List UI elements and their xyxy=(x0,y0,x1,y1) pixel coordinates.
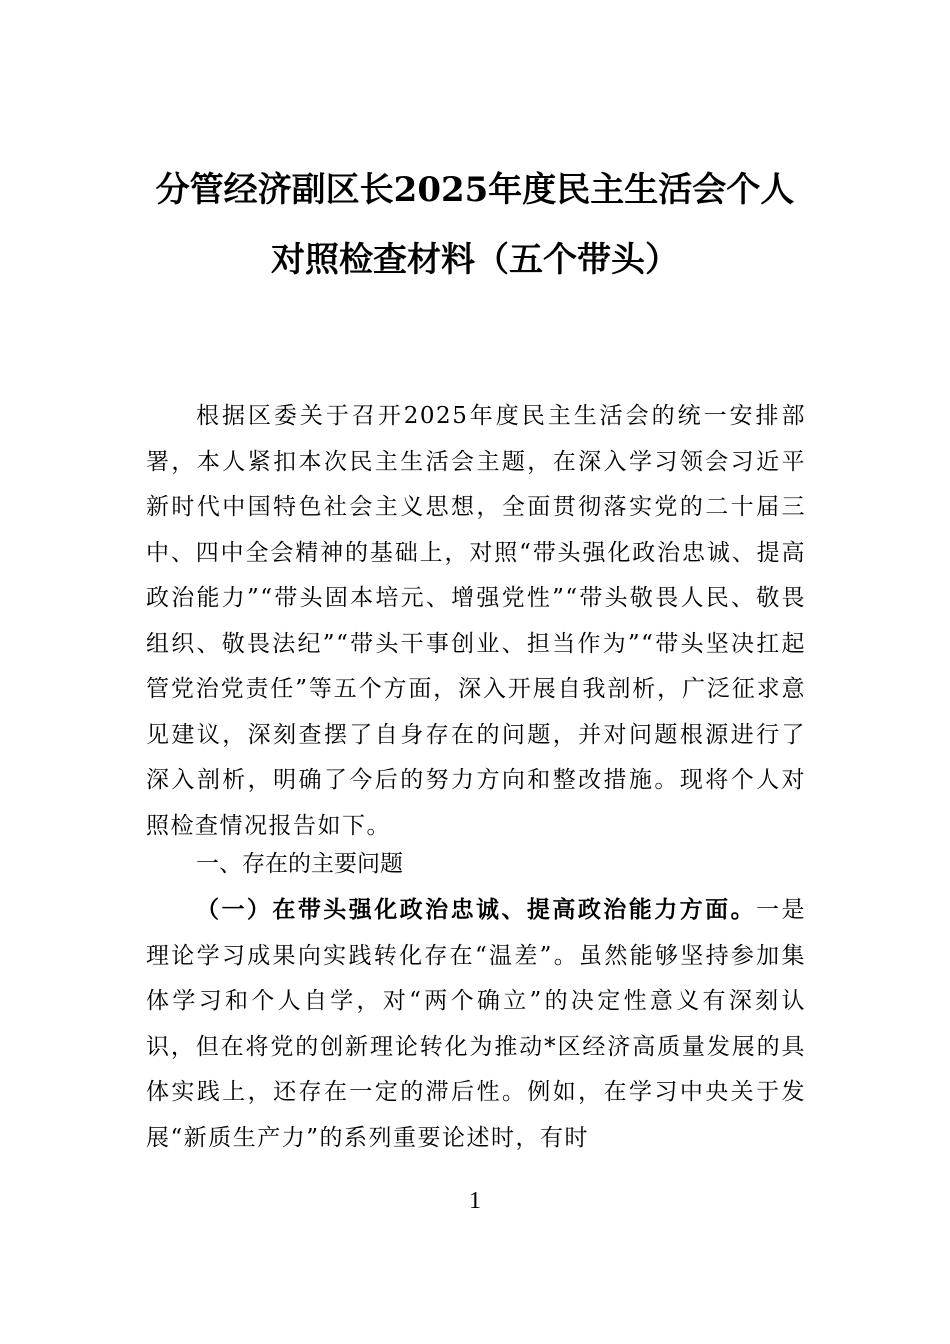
section-heading-1: 一、存在的主要问题 xyxy=(196,851,403,877)
document-title-line-1: 分管经济副区长2025年度民主生活会个人 xyxy=(155,170,795,210)
intro-paragraph: 根据区委关于召开2025年度民主生活会的统一安排部署，本人紧扣本次民主生活会主题，在深入学习领会习近平新时代中国特色社会主义思想，全面贯彻落实党的二十届三中、四中全会精神的基础上，对照“带头强化政治忠诚、提高政治能力”“带头固本培元、增强党性”“带头敬畏人民、敬畏组织、敬畏法纪”“带头干事创业、担当作为”“带头坚决扛起管党治党责任”等五个方面，深入开展自我剖析，广泛征求意见建议，深刻查摆了自身存在的问题，并对问题根源进行了深入剖析，明确了今后的努力方向和整改措施。现将个人对照检查情况报告如下。 xyxy=(146,403,806,839)
page-number: 1 xyxy=(469,1188,481,1214)
section-1-paragraph xyxy=(146,887,806,1161)
section-1-body: 一是理论学习成果向实践转化存在“温差”。虽然能够坚持参加集体学习和个人自学，对“两个确立”的决定性意义有深刻认识，但在将党的创新理论转化为推动*区经济高质量发展的具体实践上，还存在一定的滞后性。例如，在学习中央关于发展“新质生产力”的系列重要论述时，有时 xyxy=(146,897,807,1151)
document-title-line-2: 对照检查材料（五个带头） xyxy=(271,240,679,280)
section-1-lead: （一）在带头强化政治忠诚、提高政治能力方面。 xyxy=(196,896,757,923)
